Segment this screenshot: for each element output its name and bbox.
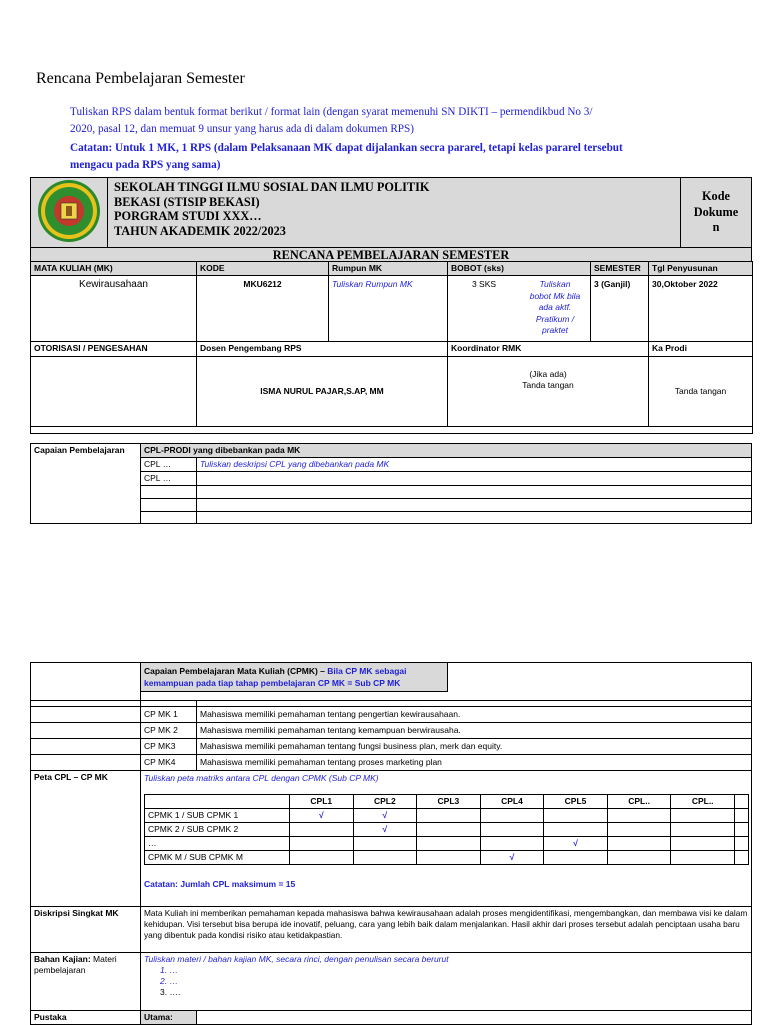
matrix-cell (607, 823, 671, 837)
bobot-note-line: bobot Mk bila (529, 290, 581, 301)
matrix-cell (544, 823, 608, 837)
kaprodi-label: Ka Prodi (649, 342, 753, 357)
bobot-note (520, 279, 590, 337)
peta-note: Catatan: Jumlah CPL maksimum = 15 (144, 879, 296, 889)
matrix-cell (671, 851, 735, 865)
header-table (30, 177, 752, 264)
mata-kuliah-value: Kewirausahaan (31, 276, 197, 342)
cpmk-label-blank (31, 739, 141, 755)
bobot-note-line: Tuliskan (539, 279, 571, 289)
note-line-1: Catatan: Untuk 1 MK, 1 RPS (dalam Pelaksanaan MK dapat dijalankan secra pararel, tetapi kelas pararel tersebut (70, 142, 623, 154)
bahan-label (31, 953, 141, 1011)
matrix-row (145, 809, 749, 823)
bahan-item: 3. …. (160, 987, 181, 997)
cpmk-heading (141, 663, 448, 692)
bahan-label-bold: Bahan Kajian: (34, 954, 91, 964)
bahan-instruction: Tuliskan materi / bahan kajian MK, secara rinci, dengan penulisan secara berurut (144, 954, 449, 964)
cpmk-table (30, 662, 752, 1025)
capaian-table (30, 443, 752, 524)
institution-logo-icon (31, 178, 107, 244)
kode-line-1: Kode (701, 189, 730, 204)
cpl-code (141, 499, 197, 512)
matrix-cell (480, 823, 544, 837)
cpmk-title-note: Bila CP MK sebagai (327, 666, 407, 676)
rps-title: RENCANA PEMBELAJARAN SEMESTER (31, 248, 752, 264)
kode-dokumen-cell (681, 178, 752, 248)
col-rumpun: Rumpun MK (329, 262, 448, 276)
bobot-note-line: ada aktf. (538, 302, 572, 312)
matrix-cell (607, 809, 671, 823)
cpmk-code: CP MK 2 (141, 723, 197, 739)
cpmk-desc: Mahasiswa memiliki pemahaman tentang pengertian kewirausahaan. (197, 707, 752, 723)
bobot-note-line: praktet (542, 325, 568, 335)
koordinator-sign-cell (448, 357, 649, 427)
intro-line-2: 2020, pasal 12, dan memuat 9 unsur yang harus ada di dalam dokumen RPS) (70, 123, 414, 135)
spacer-row (31, 427, 753, 434)
diskripsi-label: Diskripsi Singkat MK (31, 907, 141, 953)
matrix-cell: √ (290, 809, 354, 823)
peta-matrix (144, 794, 749, 865)
matrix-col-header: CPL.. (671, 795, 735, 809)
matrix-col-header: CPL3 (417, 795, 481, 809)
cpl-description (197, 472, 752, 486)
matrix-cell (417, 837, 481, 851)
intro-text (70, 104, 750, 138)
matrix-cell (607, 851, 671, 865)
matrix-cell (290, 823, 354, 837)
kode-line-3: n (712, 220, 720, 235)
matrix-cell (480, 809, 544, 823)
matrix-col-header: CPL.. (607, 795, 671, 809)
pustaka-utama: Utama: (141, 1011, 197, 1025)
matrix-cell (735, 823, 749, 837)
cpl-code: CPL … (141, 472, 197, 486)
diskripsi-text: Mata Kuliah ini memberikan pemahaman kepada mahasiswa bahwa kewirausahaan adalah proses mengidentifikasi, mengembangkan, dan membawa visi ke dalam kehidupan. Visi tersebut bisa berupa ide inovatif, peluang, cara yang lebih baik dalam menjalankan. Hasil akhir dari proses tersebut adalah penciptaan usaha baru yang dibentuk pada kondisi risiko atau ketidakpastian. (141, 907, 752, 953)
bahan-item: 1. … (160, 965, 178, 975)
col-tgl: Tgl Penyusunan (649, 262, 753, 276)
col-mata-kuliah: MATA KULIAH (MK) (31, 262, 197, 276)
capaian-label: Capaian Pembelajaran (31, 444, 141, 524)
bahan-label-rest: Materi pembelajaran (34, 954, 117, 975)
bahan-item: 2. … (160, 976, 178, 986)
matrix-row-label: CPMK M / SUB CPMK M (145, 851, 290, 865)
matrix-cell (735, 837, 749, 851)
note-text (70, 140, 750, 174)
matrix-cell (671, 823, 735, 837)
kode-line-2: Dokume (693, 204, 739, 219)
cpl-code (141, 512, 197, 524)
cpmk-code: CP MK 1 (141, 707, 197, 723)
cpl-description: Tuliskan deskripsi CPL yang dibebankan pada MK (197, 458, 752, 472)
matrix-col-header (735, 795, 749, 809)
col-kode: KODE (197, 262, 329, 276)
cpl-description (197, 499, 752, 512)
cpmk-title: Capaian Pembelajaran Mata Kuliah (CPMK) – (144, 666, 328, 676)
kode-value: MKU6212 (197, 276, 329, 342)
cpmk-desc: Mahasiswa memiliki pemahaman tentang fungsi business plan, merk dan equity. (197, 739, 752, 755)
peta-label: Peta CPL – CP MK (31, 771, 141, 907)
program-study: PORGRAM STUDI XXX… (114, 209, 262, 223)
matrix-cell (290, 837, 354, 851)
matrix-row (145, 851, 749, 865)
kaprodi-signature: Tanda tangan (649, 357, 753, 427)
otorisasi-blank (31, 357, 197, 427)
rumpun-value: Tuliskan Rumpun MK (329, 276, 448, 342)
bobot-cell (448, 276, 591, 342)
cpmk-code: CP MK4 (141, 755, 197, 771)
cpmk-label-blank (31, 707, 141, 723)
dosen-name: ISMA NURUL PAJAR,S.AP, MM (197, 357, 448, 427)
col-semester: SEMESTER (591, 262, 649, 276)
matrix-row (145, 837, 749, 851)
matrix-cell: √ (480, 851, 544, 865)
bahan-cell (141, 953, 752, 1011)
matrix-cell (735, 851, 749, 865)
matrix-cell (544, 809, 608, 823)
cpmk-label-blank (31, 663, 141, 701)
note-line-2: mengacu pada RPS yang sama) (70, 159, 221, 171)
institution-cell (108, 178, 681, 248)
matrix-row-label: … (145, 837, 290, 851)
matrix-cell (417, 809, 481, 823)
cpmk-label-blank (31, 755, 141, 771)
pustaka-label: Pustaka (31, 1011, 141, 1025)
matrix-cell (671, 809, 735, 823)
cpl-code: CPL … (141, 458, 197, 472)
cpmk-desc: Mahasiswa memiliki pemahaman tentang kemampuan berwirausaha. (197, 723, 752, 739)
matrix-cell (671, 837, 735, 851)
course-table (30, 261, 753, 434)
matrix-cell: √ (544, 837, 608, 851)
cpmk-heading-cell (141, 663, 752, 701)
koordinator-signature: Tanda tangan (522, 380, 574, 390)
matrix-cell (480, 837, 544, 851)
matrix-cell (417, 851, 481, 865)
col-bobot: BOBOT (sks) (448, 262, 591, 276)
cpl-code (141, 486, 197, 499)
semester-value: 3 (Ganjil) (591, 276, 649, 342)
matrix-col-header: CPL4 (480, 795, 544, 809)
matrix-cell (607, 837, 671, 851)
cpmk-code: CP MK3 (141, 739, 197, 755)
page-title: Rencana Pembelajaran Semester (36, 70, 245, 87)
academic-year: TAHUN AKADEMIK 2022/2023 (114, 223, 286, 238)
cpmk-title-note-2: kemampuan pada tiap tahap pembelajaran CP MK = Sub CP MK (144, 678, 401, 688)
matrix-col-header: CPL1 (290, 795, 354, 809)
koordinator-label: Koordinator RMK (448, 342, 649, 357)
matrix-cell: √ (353, 809, 417, 823)
institution-name: SEKOLAH TINGGI ILMU SOSIAL DAN ILMU POLITIK (114, 180, 430, 194)
peta-instruction: Tuliskan peta matriks antara CPL dengan CPMK (Sub CP MK) (144, 773, 379, 783)
intro-line-1: Tuliskan RPS dalam bentuk format berikut / format lain (dengan syarat memenuhi SN DIKTI – permendikbud No 3/ (70, 106, 593, 118)
matrix-cell (353, 837, 417, 851)
dosen-label: Dosen Pengembang RPS (197, 342, 448, 357)
matrix-corner (145, 795, 290, 809)
matrix-row (145, 823, 749, 837)
koordinator-note: (Jika ada) (529, 369, 567, 379)
logo-cell (31, 178, 108, 248)
matrix-col-header: CPL5 (544, 795, 608, 809)
bobot-note-line: Pratikum / (535, 313, 575, 324)
matrix-row-label: CPMK 2 / SUB CPMK 2 (145, 823, 290, 837)
tgl-value: 30,Oktober 2022 (649, 276, 753, 342)
institution-abbr: BEKASI (STISIP BEKASI) (114, 194, 260, 209)
cpl-description (197, 486, 752, 499)
matrix-cell (353, 851, 417, 865)
matrix-row-label: CPMK 1 / SUB CPMK 1 (145, 809, 290, 823)
matrix-cell (735, 809, 749, 823)
bobot-value: 3 SKS (471, 279, 497, 289)
peta-cell (141, 771, 752, 907)
cpmk-label-blank (31, 723, 141, 739)
cpmk-desc: Mahasiswa memiliki pemahaman tentang proses marketing plan (197, 755, 752, 771)
cpl-prodi-heading: CPL-PRODI yang dibebankan pada MK (141, 444, 752, 458)
pustaka-blank (197, 1011, 752, 1025)
matrix-cell (544, 851, 608, 865)
matrix-cell (290, 851, 354, 865)
matrix-cell (417, 823, 481, 837)
cpl-description (197, 512, 752, 524)
matrix-col-header: CPL2 (353, 795, 417, 809)
matrix-cell: √ (353, 823, 417, 837)
otorisasi-label: OTORISASI / PENGESAHAN (31, 342, 197, 357)
